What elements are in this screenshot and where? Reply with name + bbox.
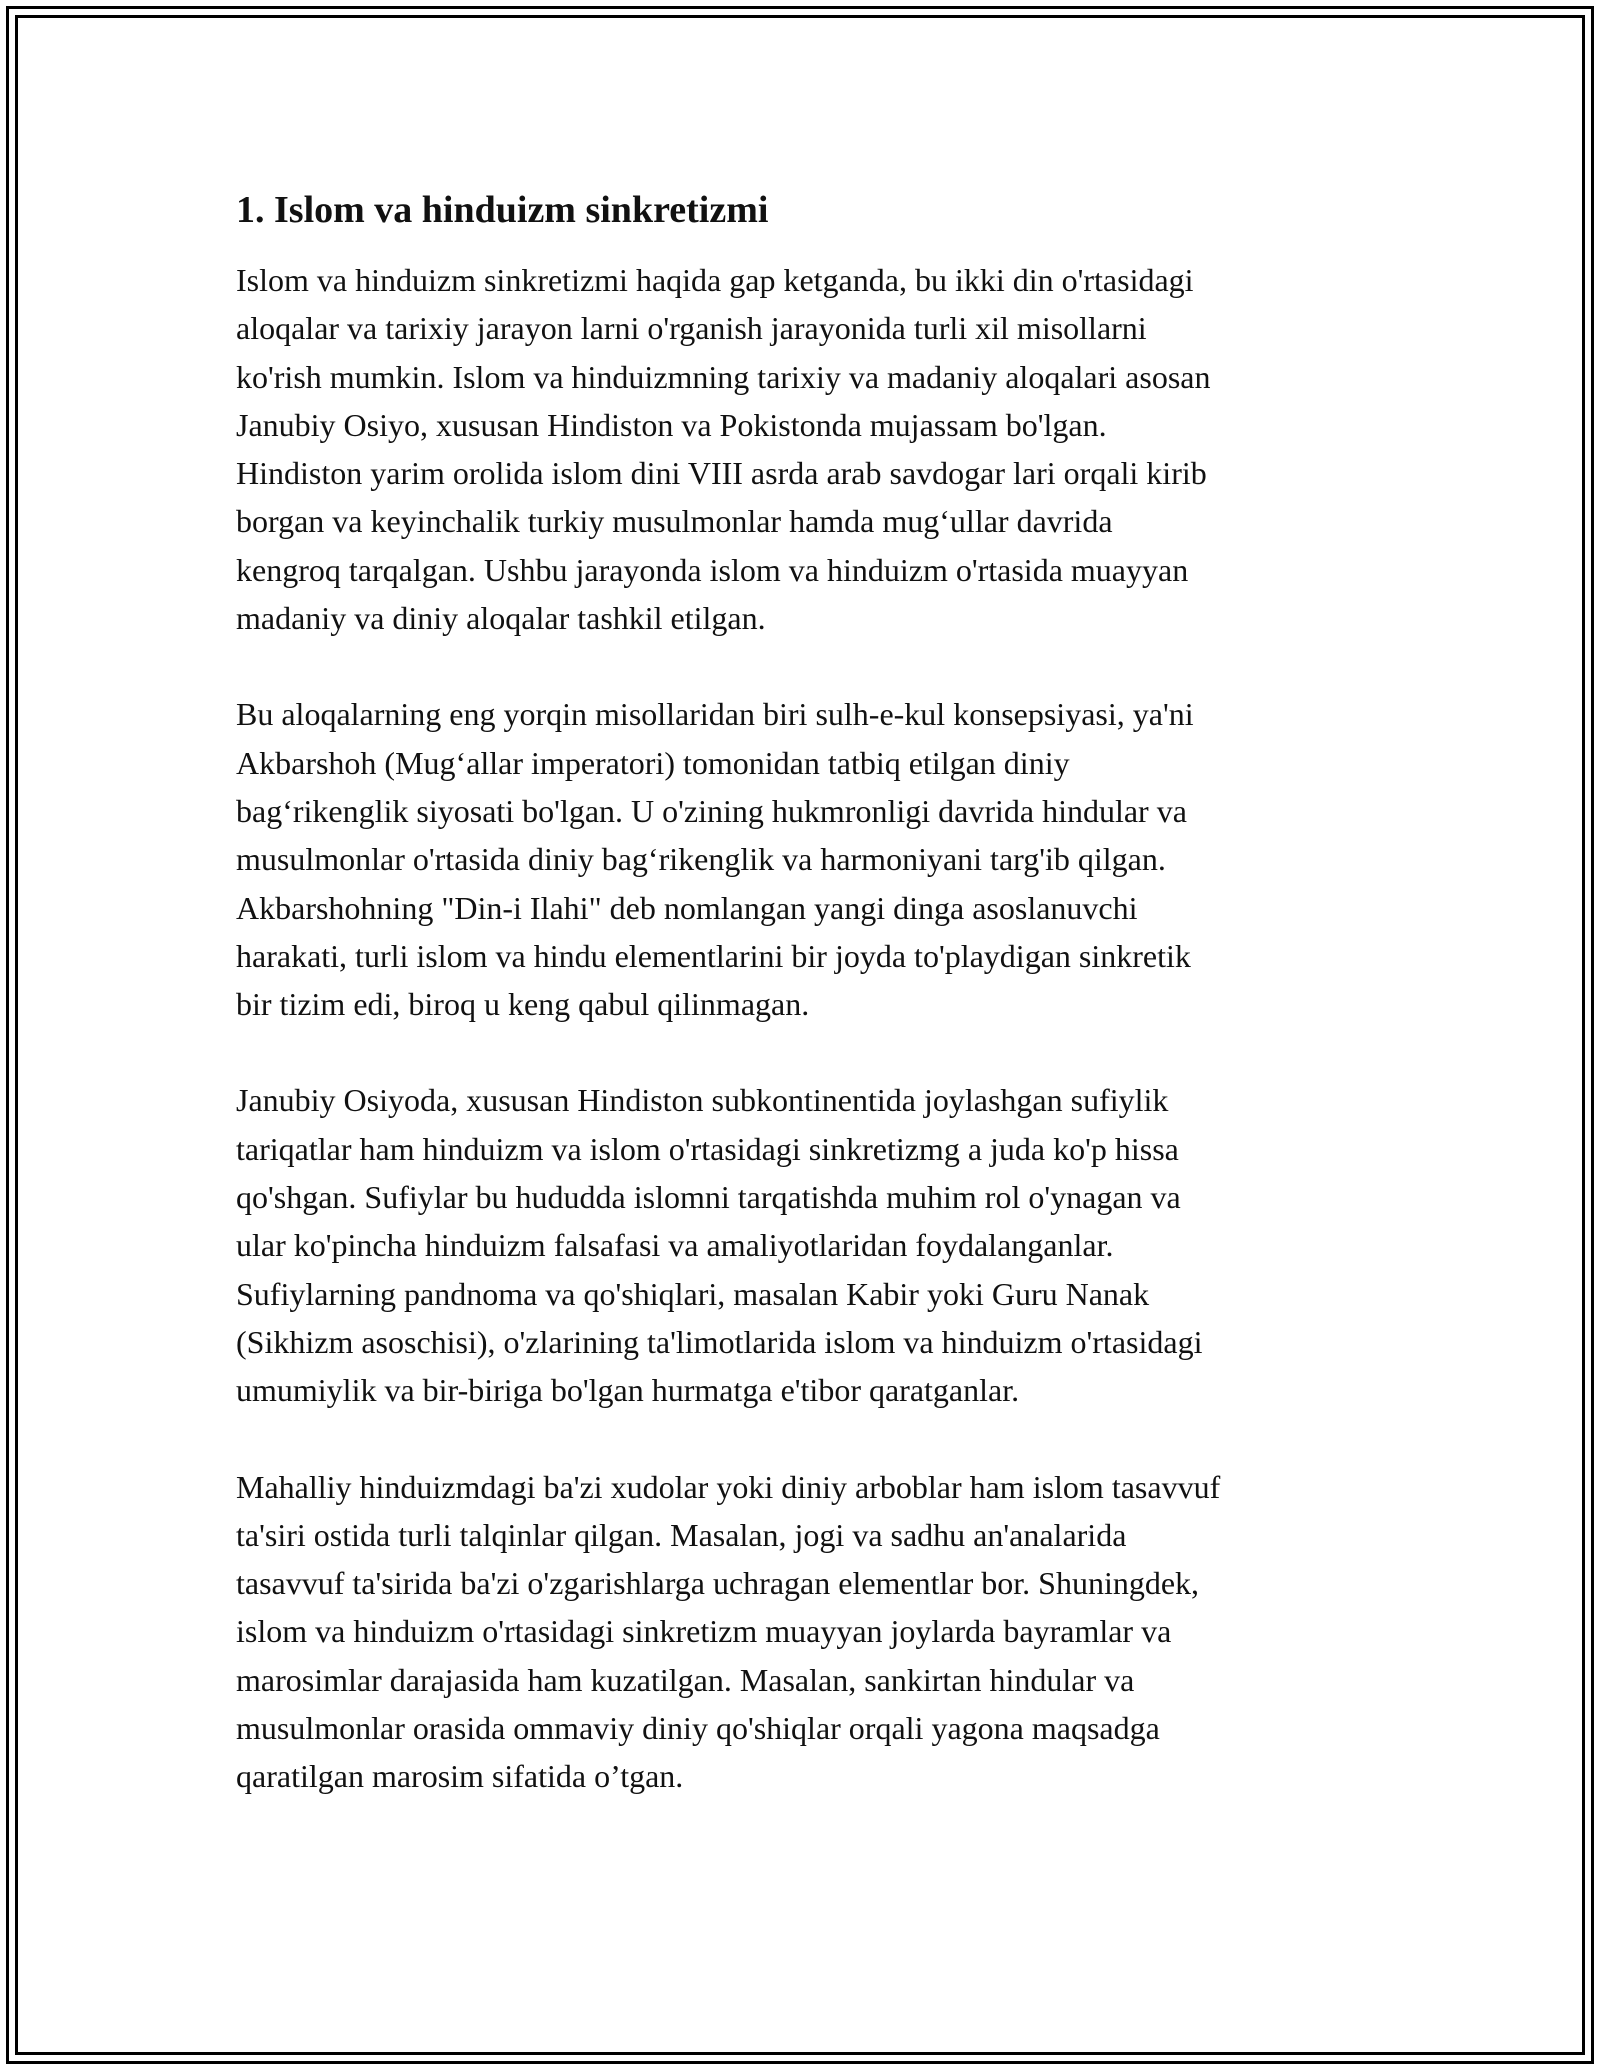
text-line: qo'shgan. Sufiylar bu hududda islomni tarqatishda muhim rol o'ynagan va <box>236 1179 1181 1216</box>
text-line: ular ko'pincha hinduizm falsafasi va amaliyotlaridan foydalanganlar. <box>236 1227 1114 1264</box>
paragraph-3 <box>236 1076 1376 1414</box>
text-line: marosimlar darajasida ham kuzatilgan. Masalan, sankirtan hindular va <box>236 1661 1135 1698</box>
text-line: islom va hinduizm o'rtasidagi sinkretizm muayyan joylarda bayramlar va <box>236 1613 1172 1650</box>
text-line: tasavvuf ta'sirida ba'zi o'zgarishlarga uchragan elementlar bor. Shuningdek, <box>236 1565 1200 1602</box>
text-line: Janubiy Osiyo, xususan Hindiston va Pokistonda mujassam bo'lgan. <box>236 406 1107 443</box>
text-line: (Sikhizm asoschisi), o'zlarining ta'limotlarida islom va hinduizm o'rtasidagi <box>236 1323 1203 1360</box>
text-line: aloqalar va tarixiy jarayon larni o'rganish jarayonida turli xil misollarni <box>236 310 1147 347</box>
paragraph-1 <box>236 256 1376 642</box>
text-line: Akbarshohning "Din-i Ilahi" deb nomlangan yangi dinga asoslanuvchi <box>236 889 1138 926</box>
text-line: Janubiy Osiyoda, xususan Hindiston subkontinentida joylashgan sufiylik <box>236 1082 1169 1119</box>
text-line: Mahalliy hinduizmdagi ba'zi xudolar yoki diniy arboblar ham islom tasavvuf <box>236 1468 1221 1505</box>
document-body <box>236 186 1376 1849</box>
text-line: madaniy va diniy aloqalar tashkil etilgan. <box>236 600 766 637</box>
text-line: harakati, turli islom va hindu elementlarini bir joyda to'playdigan sinkretik <box>236 937 1191 974</box>
text-line: bag‘rikenglik siyosati bo'lgan. U o'zining hukmronligi davrida hindular va <box>236 792 1187 829</box>
text-line: umumiylik va bir-biriga bo'lgan hurmatga e'tibor qaratganlar. <box>236 1372 1020 1409</box>
text-line: borgan va keyinchalik turkiy musulmonlar hamda mug‘ullar davrida <box>236 503 1113 540</box>
text-line: Hindiston yarim orolida islom dini VIII asrda arab savdogar lari orqali kirib <box>236 455 1207 492</box>
text-line: Sufiylarning pandnoma va qo'shiqlari, masalan Kabir yoki Guru Nanak <box>236 1275 1150 1312</box>
text-line: musulmonlar o'rtasida diniy bag‘rikenglik va harmoniyani targ'ib qilgan. <box>236 841 1166 878</box>
section-heading: 1. Islom va hinduizm sinkretizmi <box>236 189 769 231</box>
text-line: ta'siri ostida turli talqinlar qilgan. Masalan, jogi va sadhu an'analarida <box>236 1516 1127 1553</box>
paragraph-4 <box>236 1463 1376 1801</box>
text-line: Bu aloqalarning eng yorqin misollaridan biri sulh-e-kul konsepsiyasi, ya'ni <box>236 696 1194 733</box>
text-line: bir tizim edi, biroq u keng qabul qilinmagan. <box>236 986 810 1023</box>
paragraph-2 <box>236 690 1376 1028</box>
text-line: kengroq tarqalgan. Ushbu jarayonda islom va hinduizm o'rtasida muayyan <box>236 551 1189 588</box>
text-line: Akbarshoh (Mug‘allar imperatori) tomonidan tatbiq etilgan diniy <box>236 744 1070 781</box>
text-line: Islom va hinduizm sinkretizmi haqida gap ketganda, bu ikki din o'rtasidagi <box>236 262 1194 298</box>
text-line: tariqatlar ham hinduizm va islom o'rtasidagi sinkretizmg a juda ko'p hissa <box>236 1130 1179 1167</box>
text-line: ko'rish mumkin. Islom va hinduizmning tarixiy va madaniy aloqalari asosan <box>236 358 1211 395</box>
text-line: qaratilgan marosim sifatida o’tgan. <box>236 1758 684 1795</box>
text-line: musulmonlar orasida ommaviy diniy qo'shiqlar orqali yagona maqsadga <box>236 1710 1160 1747</box>
